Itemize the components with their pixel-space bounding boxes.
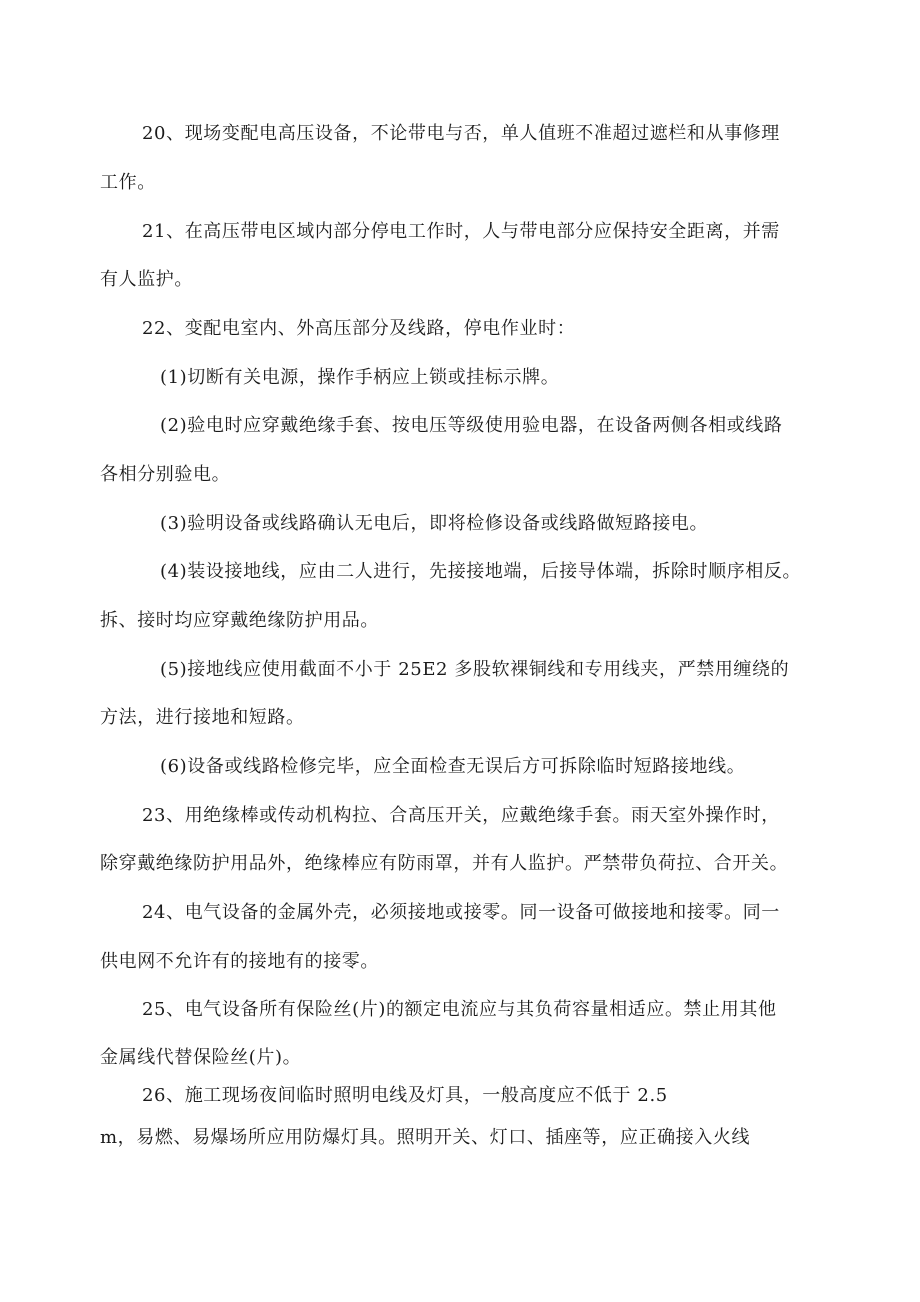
text-line: 各相分别验电。	[100, 464, 231, 485]
text-line: 22、变配电室内、外高压部分及线路，停电作业时：	[142, 318, 576, 339]
text-line: (6)设备或线路检修完毕，应全面检查无误后方可拆除临时短路接地线。	[160, 756, 746, 777]
text-line: 25、电气设备所有保险丝(片)的额定电流应与其负荷容量相适应。禁止用其他	[142, 999, 777, 1020]
text-line: (4)装设接地线，应由二人进行，先接接地端，后接导体端，拆除时顺序相反。	[160, 561, 802, 582]
text-line: 工作。	[100, 172, 156, 193]
text-line: (1)切断有关电源，操作手柄应上锁或挂标示牌。	[160, 367, 560, 388]
text-line: 23、用绝缘棒或传动机构拉、合高压开关，应戴绝缘手套。雨天室外操作时，	[142, 805, 780, 826]
text-line: 方法，进行接地和短路。	[100, 707, 305, 728]
text-line: (2)验电时应穿戴绝缘手套、按电压等级使用验电器，在设备两侧各相或线路	[160, 415, 783, 436]
text-line: m，易燃、易爆场所应用防爆灯具。照明开关、灯口、插座等，应正确接入火线	[100, 1127, 751, 1148]
text-line: 有人监护。	[100, 269, 193, 290]
text-line: 除穿戴绝缘防护用品外，绝缘棒应有防雨罩，并有人监护。严禁带负荷拉、合开关。	[100, 853, 789, 874]
text-line: (5)接地线应使用截面不小于 25E2 多股软裸铜线和专用线夹，严禁用缠绕的	[160, 659, 790, 680]
text-line: 21、在高压带电区域内部分停电工作时，人与带电部分应保持安全距离，并需	[142, 221, 780, 242]
text-line: 供电网不允许有的接地有的接零。	[100, 951, 379, 972]
text-line: 26、施工现场夜间临时照明电线及灯具，一般高度应不低于 2.5	[142, 1085, 668, 1106]
text-line: 24、电气设备的金属外壳，必须接地或接零。同一设备可做接地和接零。同一	[142, 902, 780, 923]
text-line: 20、现场变配电高压设备，不论带电与否，单人值班不准超过遮栏和从事修理	[142, 123, 780, 144]
text-line: (3)验明设备或线路确认无电后，即将检修设备或线路做短路接电。	[160, 513, 709, 534]
text-line: 拆、接时均应穿戴绝缘防护用品。	[100, 610, 379, 631]
text-line: 金属线代替保险丝(片)。	[100, 1047, 302, 1068]
